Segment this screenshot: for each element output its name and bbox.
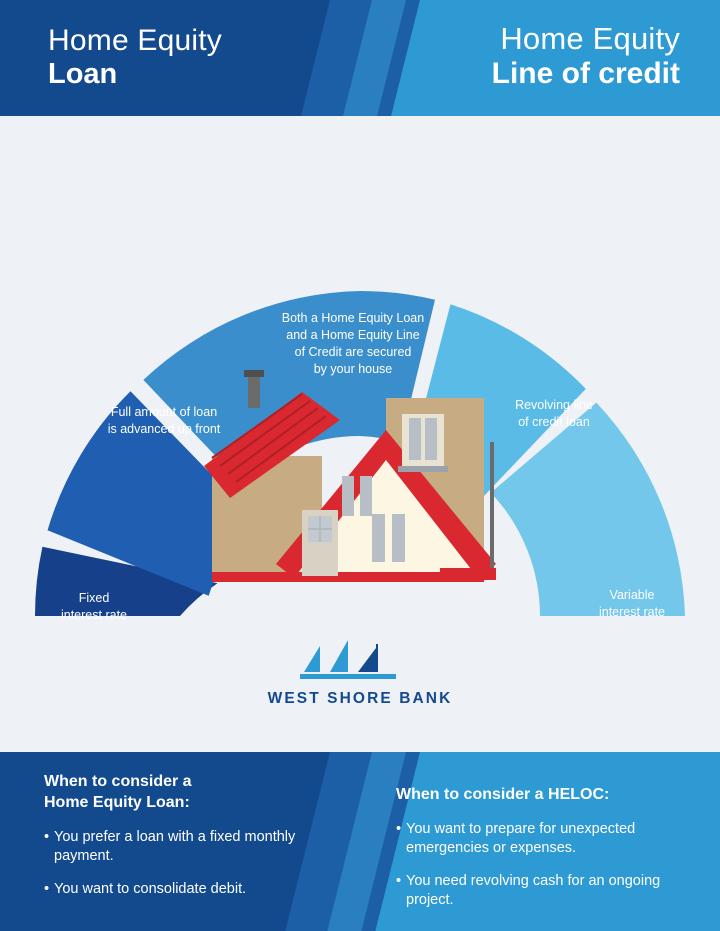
header-banner — [0, 0, 720, 116]
house-window-gable-left — [342, 476, 354, 516]
house-window-gable-right — [360, 476, 372, 516]
sailboats-icon — [290, 638, 430, 684]
arc-label-both-line3: of Credit are secured — [294, 344, 412, 359]
footer-loan-item-1: • You prefer a loan with a fixed monthly payment. — [44, 828, 334, 867]
footer-heloc-item-2: • You need revolving cash for an ongoing project. — [396, 872, 696, 911]
house-illustration — [190, 346, 530, 606]
footer-heloc-item-1: • You want to prepare for unexpected emergencies or expenses. — [396, 820, 696, 859]
header-title-heloc — [492, 22, 680, 90]
header-title-loan — [48, 24, 222, 90]
sail-mast — [376, 644, 378, 672]
footer-heloc-column — [396, 785, 696, 924]
footer-banner — [0, 752, 720, 931]
sail-right — [358, 648, 376, 672]
house-window-upper-right — [425, 418, 437, 460]
house-chimney-cap — [244, 370, 264, 377]
arc-label-fixed-line2: interest rate — [60, 607, 127, 622]
arc-label-fixed-line1: Fixed — [78, 591, 110, 605]
arc-label-full-line2: is advanced up front — [107, 421, 221, 436]
sail-middle — [330, 640, 348, 672]
arc-label-variable-line1: Variable — [609, 588, 655, 602]
footer-loan-heading-line2: Home Equity Loan: — [44, 793, 190, 811]
house-window-upper-left — [409, 418, 421, 460]
house-window-upper-frame — [402, 414, 444, 466]
house-window-lower-left — [372, 514, 385, 562]
header-title-loan-line1: Home Equity — [48, 24, 222, 57]
header-title-loan-line2: Loan — [48, 57, 118, 90]
footer-loan-heading — [44, 772, 334, 814]
footer-loan-heading-line1: When to consider a — [44, 773, 192, 790]
sail-left — [304, 646, 320, 672]
house-chimney — [248, 374, 260, 408]
arc-label-variable-line2: interest rate — [598, 604, 665, 619]
brand-logo — [0, 638, 720, 708]
house-base-band-right — [440, 568, 496, 580]
arc-label-revolving-line1: Revolving line — [515, 398, 593, 412]
footer-loan-column — [44, 772, 334, 912]
arc-label-both-line1: Both a Home Equity Loan — [281, 311, 425, 325]
house-right-post — [490, 442, 494, 578]
water-line — [300, 674, 396, 679]
header-title-heloc-line2: Line of credit — [491, 56, 680, 90]
brand-name: WEST SHORE BANK — [267, 690, 453, 707]
footer-loan-item-2: • You want to consolidate debit. — [44, 880, 334, 900]
house-window-lower-right — [392, 514, 405, 562]
arc-label-revolving-line2: of credit loan — [518, 414, 590, 429]
header-title-heloc-line1: Home Equity — [500, 21, 680, 56]
footer-heloc-heading: When to consider a HELOC: — [396, 786, 610, 803]
arc-label-full-line1: Full amount of loan — [110, 405, 218, 419]
house-window-upper-sill — [398, 466, 448, 472]
main-diagram-area — [0, 116, 720, 752]
arc-label-both-line4: by your house — [313, 361, 393, 376]
arc-label-both-line2: and a Home Equity Line — [286, 327, 420, 342]
